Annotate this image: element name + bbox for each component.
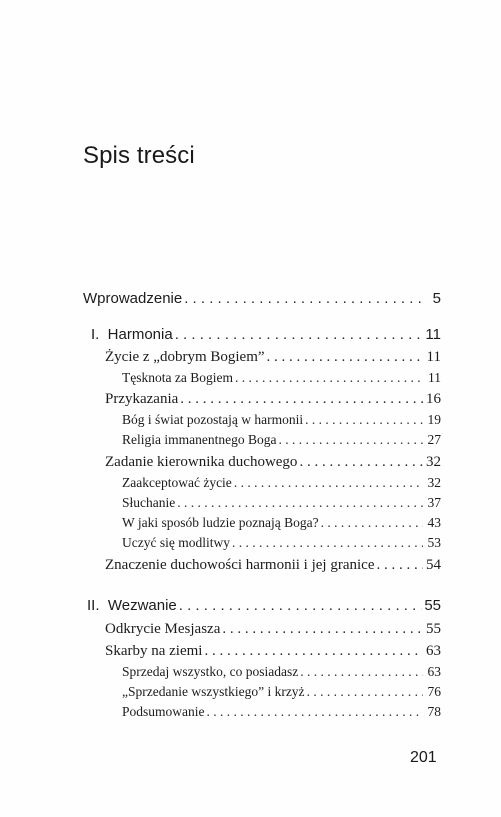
toc-entry-section[interactable]	[122, 371, 441, 385]
toc-entry-page: 37	[427, 495, 441, 510]
toc-entry-label: W jaki sposób ludzie poznają Boga?	[122, 515, 319, 530]
toc-entry-label: Zadanie kierownika duchowego	[105, 454, 298, 470]
toc-entry-page: 5	[432, 290, 441, 307]
toc-entry-page: 63	[427, 664, 441, 679]
page-number: 201	[410, 749, 437, 766]
toc-entry-page: 11	[428, 370, 441, 385]
dot-leader	[300, 665, 423, 679]
toc-entry-chapter[interactable]	[105, 455, 441, 470]
dot-leader	[184, 291, 423, 306]
toc-entry-label: Sprzedaj wszystko, co posiadasz	[122, 664, 299, 679]
toc-entry-page: 27	[427, 432, 441, 447]
toc-entry-label: „Sprzedanie wszystkiego” i krzyż	[122, 684, 305, 699]
dot-leader	[234, 476, 423, 490]
toc-entry-label: Odkrycie Mesjasza	[105, 621, 221, 637]
dot-leader	[179, 598, 423, 613]
dot-leader	[232, 536, 423, 550]
toc-entry-chapter[interactable]	[105, 644, 441, 659]
toc-entry-page: 54	[426, 557, 441, 573]
toc-entry-chapter[interactable]	[105, 558, 441, 573]
toc-entry-page: 55	[426, 621, 441, 637]
toc-entry-page: 53	[427, 535, 441, 550]
toc-entry-part-2[interactable]	[87, 598, 441, 613]
dot-leader	[235, 371, 423, 385]
toc-entry-section[interactable]	[122, 536, 441, 550]
toc-entry-section[interactable]	[122, 665, 441, 679]
dot-leader	[204, 644, 423, 659]
toc-entry-introduction[interactable]	[83, 291, 441, 306]
toc-entry-section[interactable]	[122, 516, 441, 530]
dot-leader	[222, 622, 423, 637]
toc-entry-label: Zaakceptować życie	[122, 475, 232, 490]
toc-entry-section[interactable]	[122, 413, 441, 427]
toc-entry-page: 55	[424, 597, 441, 614]
dot-leader	[267, 350, 423, 365]
toc-entry-label: II. Wezwanie	[87, 597, 177, 614]
toc-entry-page: 11	[426, 349, 441, 365]
toc-entry-label: Przykazania	[105, 391, 179, 407]
toc-entry-page: 78	[427, 704, 441, 719]
toc-entry-label: Wprowadzenie	[83, 290, 183, 307]
toc-entry-part-1[interactable]	[91, 327, 441, 342]
toc-entry-page: 32	[426, 454, 441, 470]
toc-entry-chapter[interactable]	[105, 622, 441, 637]
dot-leader	[207, 705, 424, 719]
dot-leader	[278, 433, 423, 447]
toc-entry-page: 19	[427, 412, 441, 427]
dot-leader	[376, 558, 423, 573]
toc-entry-section[interactable]	[122, 685, 441, 699]
toc-entry-section[interactable]	[122, 496, 441, 510]
toc-entry-label: Religia immanentnego Boga	[122, 432, 277, 447]
toc-entry-section[interactable]	[122, 476, 441, 490]
toc-entry-label: Życie z „dobrym Bogiem”	[105, 349, 265, 365]
toc-entry-section[interactable]	[122, 433, 441, 447]
toc-entry-section[interactable]	[122, 705, 441, 719]
dot-leader	[307, 685, 423, 699]
toc-entry-page: 11	[425, 326, 441, 343]
dot-leader	[299, 455, 423, 470]
dot-leader	[180, 392, 423, 407]
toc-entry-page: 32	[427, 475, 441, 490]
toc-entry-label: Skarby na ziemi	[105, 643, 203, 659]
toc-entry-chapter[interactable]	[105, 392, 441, 407]
toc-entry-page: 63	[426, 643, 441, 659]
toc-entry-label: Znaczenie duchowości harmonii i jej granice	[105, 557, 375, 573]
toc-entry-label: Podsumowanie	[122, 704, 205, 719]
dot-leader	[177, 496, 423, 510]
toc-entry-chapter[interactable]	[105, 350, 441, 365]
toc-entry-label: I. Harmonia	[91, 326, 173, 343]
dot-leader	[321, 516, 423, 530]
toc-entry-label: Bóg i świat pozostają w harmonii	[122, 412, 304, 427]
toc-entry-label: Uczyć się modlitwy	[122, 535, 230, 550]
toc-entry-label: Słuchanie	[122, 495, 176, 510]
dot-leader	[305, 413, 423, 427]
page-title: Spis treści	[83, 142, 195, 169]
toc-entry-page: 76	[427, 684, 441, 699]
dot-leader	[175, 327, 423, 342]
toc-entry-page: 16	[426, 391, 441, 407]
toc-entry-label: Tęsknota za Bogiem	[122, 370, 233, 385]
toc-entry-page: 43	[427, 515, 441, 530]
